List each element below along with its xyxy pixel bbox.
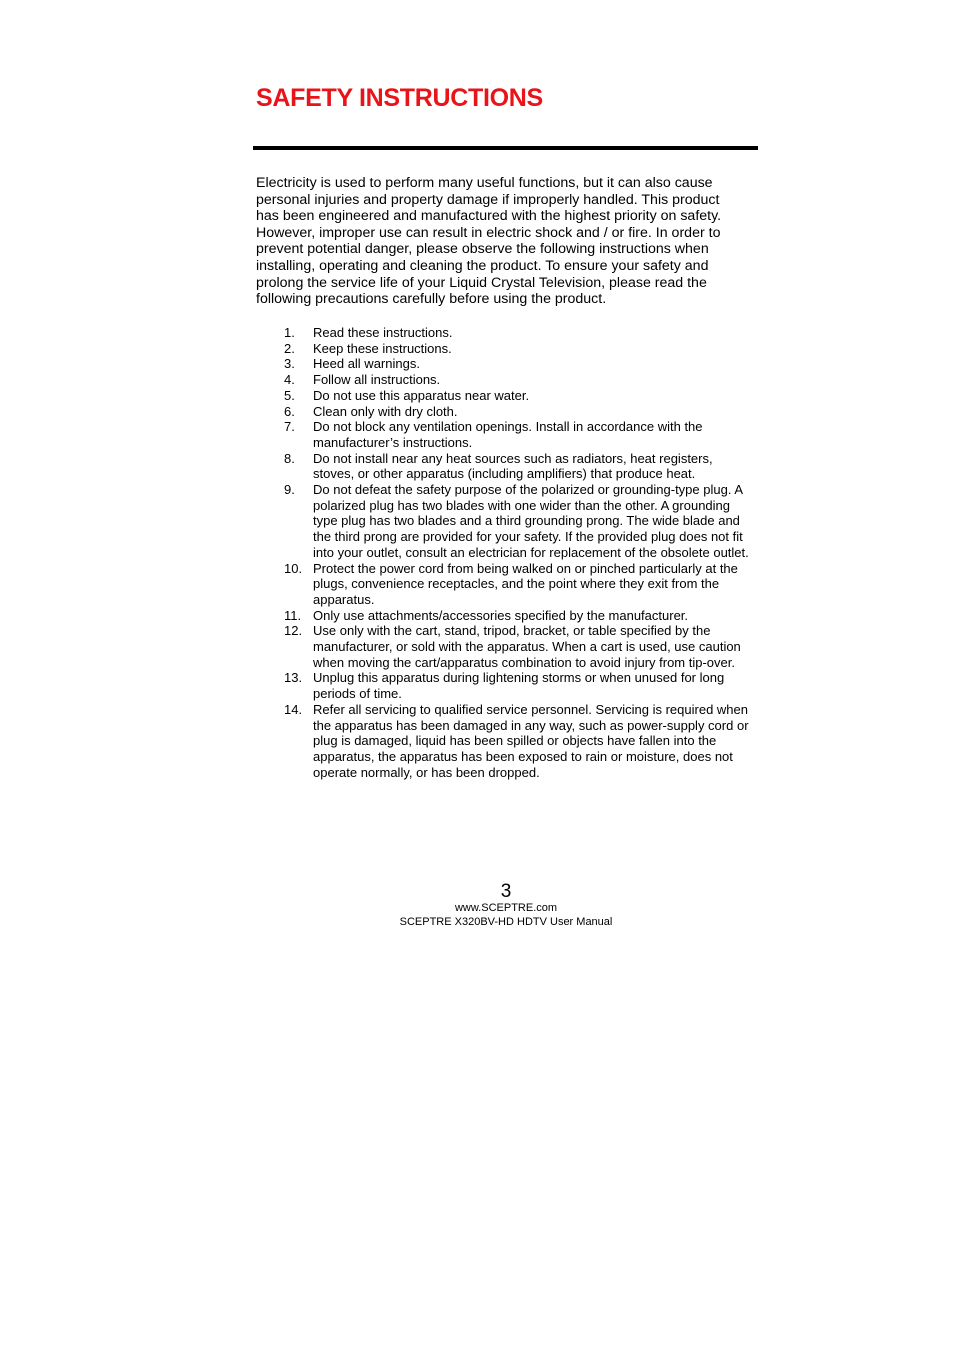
instruction-text: Follow all instructions. [313,372,441,388]
instruction-item [284,388,756,404]
instruction-item [284,623,756,670]
instruction-number: 6. [284,403,295,419]
instruction-number: 13. [284,670,303,686]
instruction-item [284,341,756,357]
instruction-number: 12. [284,623,303,639]
instruction-number: 4. [284,372,295,388]
instruction-text: Do not defeat the safety purpose of the polarized or grounding-type plug. A polarized plug has two blades with one wider than the other. A grounding type plug has two blades and a third grounding prong. The wide blade and the third prong are provided for your safety. If the provided plug does not fit into your outlet, consult an electrician for replacement of the obsolete outlet. [313,482,749,560]
instruction-number: 1. [284,325,295,340]
instruction-item [284,325,756,341]
instruction-item [284,482,756,561]
page-title: SAFETY INSTRUCTIONS [256,84,543,112]
instruction-item [284,561,756,608]
title-divider [253,146,758,150]
instruction-text: Refer all servicing to qualified service personnel. Servicing is required when the apparatus has been damaged in any way, such as power-supply cord or plug is damaged, liquid has been spilled or objects have fallen into the apparatus, the apparatus has been exposed to rain or moisture, does not operate normally, or has been dropped. [313,701,749,780]
instruction-number: 3. [284,356,295,372]
footer-manual-name: SCEPTRE X320BV-HD HDTV User Manual [399,916,613,928]
instruction-item [284,372,756,388]
instruction-item [284,702,756,781]
page-number: 3 [500,881,512,902]
instruction-number: 9. [284,482,295,498]
instruction-number: 8. [284,450,295,466]
instruction-list [284,325,756,780]
instruction-item [284,404,756,420]
instruction-number: 2. [284,340,295,356]
instruction-text: Keep these instructions. [313,340,452,356]
instruction-text: Read these instructions. [313,325,453,340]
intro-paragraph: Electricity is used to perform many useful functions, but it can also cause personal injuries and property damage if improperly handled. This product has been engineered and manufactured with the highest priority on safety. However, improper use can result in electric shock and / or fire. In order to prevent potential danger, please observe the following instructions when installing, operating and cleaning the product. To ensure your safety and prolong the service life of your Liquid Crystal Television, please read the following precautions carefully before using the product. [256,175,722,308]
instruction-number: 14. [284,701,303,717]
instruction-item [284,608,756,624]
instruction-item [284,451,756,482]
instruction-number: 7. [284,419,295,435]
instruction-text: Heed all warnings. [313,356,420,372]
instruction-number: 11. [284,607,302,623]
instruction-number: 10. [284,560,303,576]
footer-website: www.SCEPTRE.com [454,902,558,914]
instruction-text: Only use attachments/accessories specified by the manufacturer. [313,607,689,623]
instruction-item [284,670,756,701]
instruction-item [284,419,756,450]
instruction-text: Unplug this apparatus during lightening storms or when unused for long periods of time. [313,670,725,702]
instruction-text: Clean only with dry cloth. [313,403,458,419]
instruction-text: Protect the power cord from being walked on or pinched particularly at the plugs, convenience receptacles, and the point where they exit from the apparatus. [313,560,738,607]
instruction-item [284,356,756,372]
instruction-text: Do not block any ventilation openings. Install in accordance with the manufacturer’s instructions. [313,419,703,450]
instruction-text: Do not install near any heat sources such as radiators, heat registers, stoves, or other apparatus (including amplifiers) that produce heat. [313,450,713,482]
instruction-text: Use only with the cart, stand, tripod, bracket, or table specified by the manufacturer, or sold with the apparatus. When a cart is used, use caution when moving the cart/apparatus combination to avoid injury from tip-over. [313,623,741,670]
instruction-number: 5. [284,387,295,403]
instruction-text: Do not use this apparatus near water. [313,387,530,403]
